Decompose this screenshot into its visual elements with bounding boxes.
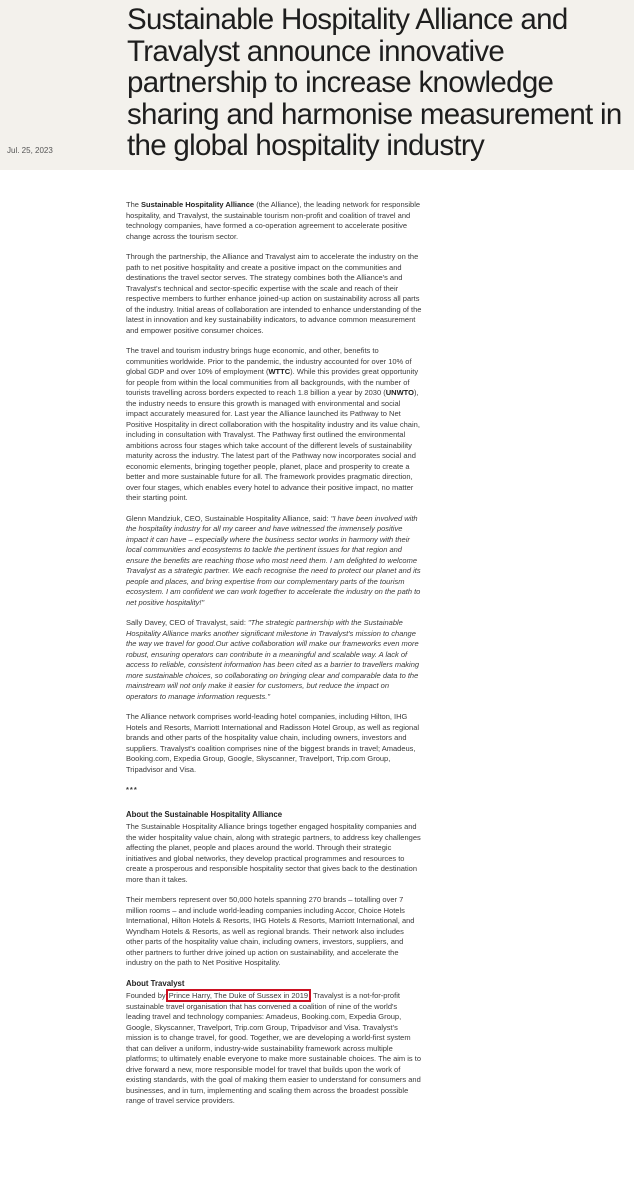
article-body	[126, 200, 422, 1117]
paragraph-quote-davey: Sally Davey, CEO of Travalyst, said: "The strategic partnership with the Sustainable Hospitality Alliance marks another significant milestone in Travalyst's mission to change the way we travel for good.Our active collaboration will make our frameworks even more robust, ensuring operators can contribute in a meaningful and scalable way. A lack of access to reliable, consistent information has been cited as a barrier to travellers making more sustainable choices, so collaborating on bringing clear and comparable data to the mainstream will not only make it easier for customers, but reduce the impact on operators to manage information requests."	[126, 618, 420, 701]
paragraph-networks: The Alliance network comprises world-leading hotel companies, including Hilton, IHG Hotels and Resorts, Marriott International and Radisson Hotel Group, as well as regional brands and other parts of the hospitality value chain, including owners, investors and suppliers. Travalyst's coalition comprises nine of the biggest brands in travel; Amadeus, Booking.com, Expedia Group, Google, Skyscanner, Travelport, Trip.com Group, Tripadvisor and Visa.	[126, 712, 420, 774]
paragraph-intro: The Sustainable Hospitality Alliance (the Alliance), the leading network for responsible hospitality, and Travalyst, the sustainable tourism non-profit and coalition of travel and technology companies, have formed a co-operation agreement to accelerate positive change across the tourism sector.	[126, 200, 421, 241]
paragraph-industry: The travel and tourism industry brings huge economic, and other, benefits to communities worldwide. Prior to the pandemic, the industry accounted for over 10% of global GDP and over 10% of employment (WTTC). While this provides great opportunity for people from within the local communities from all backgrounds, with the number of tourists travelling across borders expected to reach 1.8 billion a year by 2030 (UNWTO), the industry needs to ensure this growth is managed with environmental and social impact accurately measured for. Last year the Alliance launched its Pathway to Net Positive Hospitality in direct collaboration with the hospitality industry and its value chain, including in consultation with Travalyst. The Pathway first outlined the environmental ambitions across four stages which take account of the different levels of sustainability maturity across the industry. The latest part of the Pathway now incorporates social and economic elements, bringing together people, planet, place and prosperity to create a better and more sustainable future for all. The framework provides pragmatic direction, over four stages, which enables every hotel to advance their positive impact, no matter their starting point.	[126, 346, 420, 502]
paragraph-travalyst-about: Founded by Prince Harry, The Duke of Sussex in 2019, Travalyst is a not-for-profit sustainable travel organisation that has convened a coalition of nine of the world's leading travel and technology companies: Amadeus, Booking.com, Expedia Group, Google, Skyscanner, Travelport, Trip.com Group, Tripadvisor and Visa. Travalyst's mission is to change travel, for good. Together, we are developing a world-first system that can deliver a uniform, industry-wide sustainability framework across multiple platforms; to ultimately enable everyone to make more sustainable choices. The aim is to drive forward a new, more responsible model for travel that builds upon the work of existing standards, with the goal of making them easier to understand for consumers and businesses, and in turn, implementing and scaling them across the broadest possible range of travel service providers.	[126, 991, 422, 1105]
section-separator: ***	[126, 785, 138, 794]
hero-banner	[0, 0, 634, 170]
heading-about-alliance: About the Sustainable Hospitality Alliance	[126, 809, 283, 819]
quote-text: "I have been involved with the hospitality industry for all my career and have witnessed the immensely positive impact it can have – especially where the business sector works in harmony with their local communities and ecosystems to tackle the pertinent issues for that region and ensure the benefits are reaching those who most need them. I am delighted to welcome Travalyst as a strategic partner. We each recognise the need to protect our planet and its people and places, and bring expertise from our complementary parts of the tourism ecosystem. I am confident we can work together to accelerate the industry on the path to net positive hospitality!"	[126, 513, 421, 607]
paragraph-alliance-about: The Sustainable Hospitality Alliance brings together engaged hospitality companies and the wider hospitality value chain, along with strategic partners, to address key challenges affecting the planet, people and places around the world. Through their strategic initiatives and global networks, they develop practical programmes and resources to create a prosperous and responsible hospitality sector that gives back to the destination more than it takes.	[126, 822, 421, 884]
unwto-link[interactable]: UNWTO	[385, 388, 414, 397]
quote-text: "The strategic partnership with the Sustainable Hospitality Alliance marks another significant milestone in Travalyst's mission to change the way we travel for good.Our active collaboration will make our frameworks even more robust, ensuring operators can contribute in a meaningful and scalable way. A lack of access to reliable, consistent information has been cited as a barrier to travellers making more sustainable choices, so collaborating on bringing clear and comparable data to the mainstream will not only make it easier for customers, but reduce the impact on operators to manage information requests."	[126, 618, 420, 701]
paragraph-alliance-members: Their members represent over 50,000 hotels spanning 270 brands – totalling over 7 million rooms – and include world-leading companies including Accor, Choice Hotels International, Hilton Hotels & Resorts, IHG Hotels & Resorts, Marriott International, and Wyndham Hotels & Resorts, as well as regional brands. Their network also includes other parts of the hospitality value chain, including owners, investors, suppliers, and other partners to further drive joined up action on sustainability, and accelerate the industry on the path to Net Positive Hospitality.	[126, 895, 415, 967]
paragraph-quote-mandziuk: Glenn Mandziuk, CEO, Sustainable Hospitality Alliance, said: "I have been involved with the hospitality industry for all my career and have witnessed the immensely positive impact it can have – especially where the business sector works in harmony with their local communities and ecosystems to tackle the pertinent issues for that region and ensure the benefits are reaching those who most need them. I am delighted to welcome Travalyst as a strategic partner. We each recognise the need to protect our planet and its people and places, and bring expertise from our complementary parts of the tourism ecosystem. I am confident we can work together to accelerate the industry on the path to net positive hospitality!"	[126, 513, 421, 607]
publish-date: Jul. 25, 2023	[7, 146, 53, 155]
heading-about-travalyst: About Travalyst	[126, 978, 185, 988]
page-title: Sustainable Hospitality Alliance and Travalyst announce innovative partnership to increase knowledge sharing and harmonise measurement in the global hospitality industry	[127, 3, 622, 162]
wttc-link[interactable]: WTTC	[268, 367, 291, 376]
paragraph-partnership: Through the partnership, the Alliance and Travalyst aim to accelerate the industry on the path to net positive hospitality and create a positive impact on the communities and destinations the travel sector serves. The strategy combines both the Alliance's and Travalyst's technical and sector-specific expertise with the scale and reach of their respective members to further enhance joined-up action on sustainability across all parts of the industry. Initial areas of collaboration are intended to enhance understanding of the latest in innovation and key sustainability indicators, to advance common measurement and empower positive consumer choices.	[126, 252, 422, 335]
highlighted-founder-text: Prince Harry, The Duke of Sussex in 2019	[168, 991, 309, 1000]
alliance-name: Sustainable Hospitality Alliance	[141, 200, 255, 209]
